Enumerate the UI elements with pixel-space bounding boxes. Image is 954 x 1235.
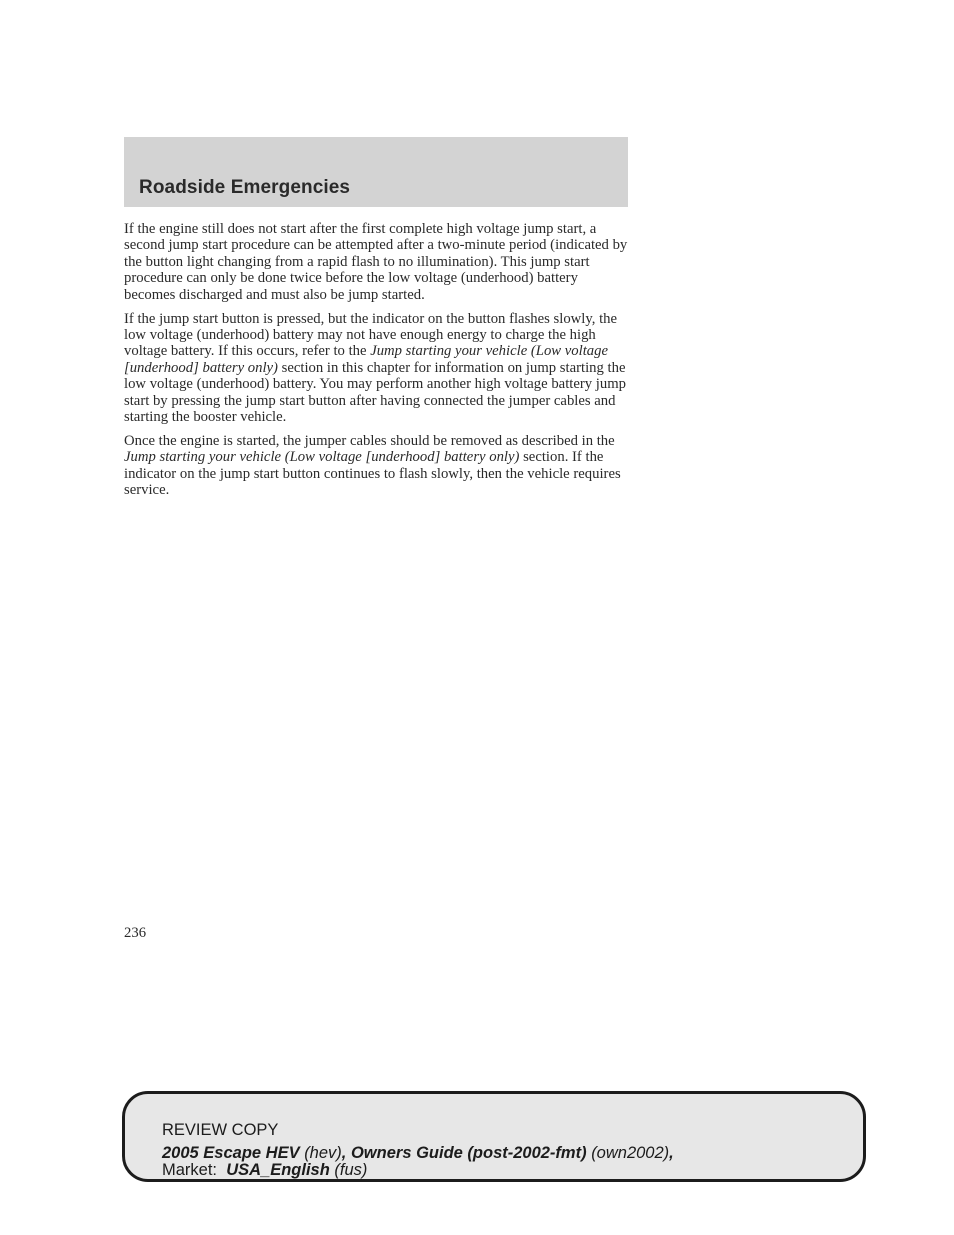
review-market-code: (fus) — [334, 1161, 368, 1179]
review-guide-code: (own2002) — [591, 1144, 670, 1162]
review-separator-1: , — [341, 1144, 347, 1162]
paragraph-3-section-reference: Jump starting your vehicle (Low voltage [underhood] battery only) — [124, 449, 520, 466]
paragraph-2-text-before: If the jump start button is pressed, but the indicator on the button flashes slowly, the low voltage (underhood) battery may not have enough energy to charge the high voltage battery. If this occurs, refer to the — [124, 310, 618, 360]
paragraph-3-text-after: section. If the indicator on the jump start button continues to flash slowly, then the vehicle requires service. — [124, 449, 621, 499]
paragraph-2-section-reference: Jump starting your vehicle (Low voltage [underhood] battery only) — [124, 343, 608, 376]
review-copy-label: REVIEW COPY — [162, 1121, 279, 1139]
review-market: USA_English — [226, 1161, 330, 1179]
paragraph-1 — [124, 221, 630, 303]
review-market-label: Market: — [162, 1161, 218, 1179]
paragraph-2 — [124, 311, 630, 426]
review-copy-text — [162, 1120, 674, 1183]
review-model: 2005 Escape HEV — [162, 1144, 300, 1162]
review-copy-market-line — [162, 1160, 674, 1181]
paragraph-1-text: If the engine still does not start after the first complete high voltage jump start, a second jump start procedure can be attempted after a two-minute period (indicated by the button light changing from a rapid flash to no illumination). This jump start procedure can only be done twice before the low voltage (underhood) battery becomes discharged and must also be jump started. — [124, 221, 628, 303]
section-title: Roadside Emergencies — [139, 177, 351, 198]
review-model-code: (hev) — [304, 1144, 342, 1162]
review-separator-2: , — [669, 1144, 674, 1162]
page-number: 236 — [124, 925, 147, 941]
paragraph-3 — [124, 433, 630, 499]
review-guide: Owners Guide (post-2002-fmt) — [350, 1144, 587, 1162]
section-header-band — [124, 137, 628, 207]
body-text — [124, 221, 630, 506]
paragraph-3-text-before: Once the engine is started, the jumper cables should be removed as described in the — [124, 432, 615, 449]
review-copy-box — [122, 1091, 866, 1182]
paragraph-2-text-after: section in this chapter for information on jump starting the low voltage (underhood) battery. You may perform another high voltage battery jump start by pressing the jump start button after having connected the jumper cables and starting the booster vehicle. — [124, 359, 626, 425]
